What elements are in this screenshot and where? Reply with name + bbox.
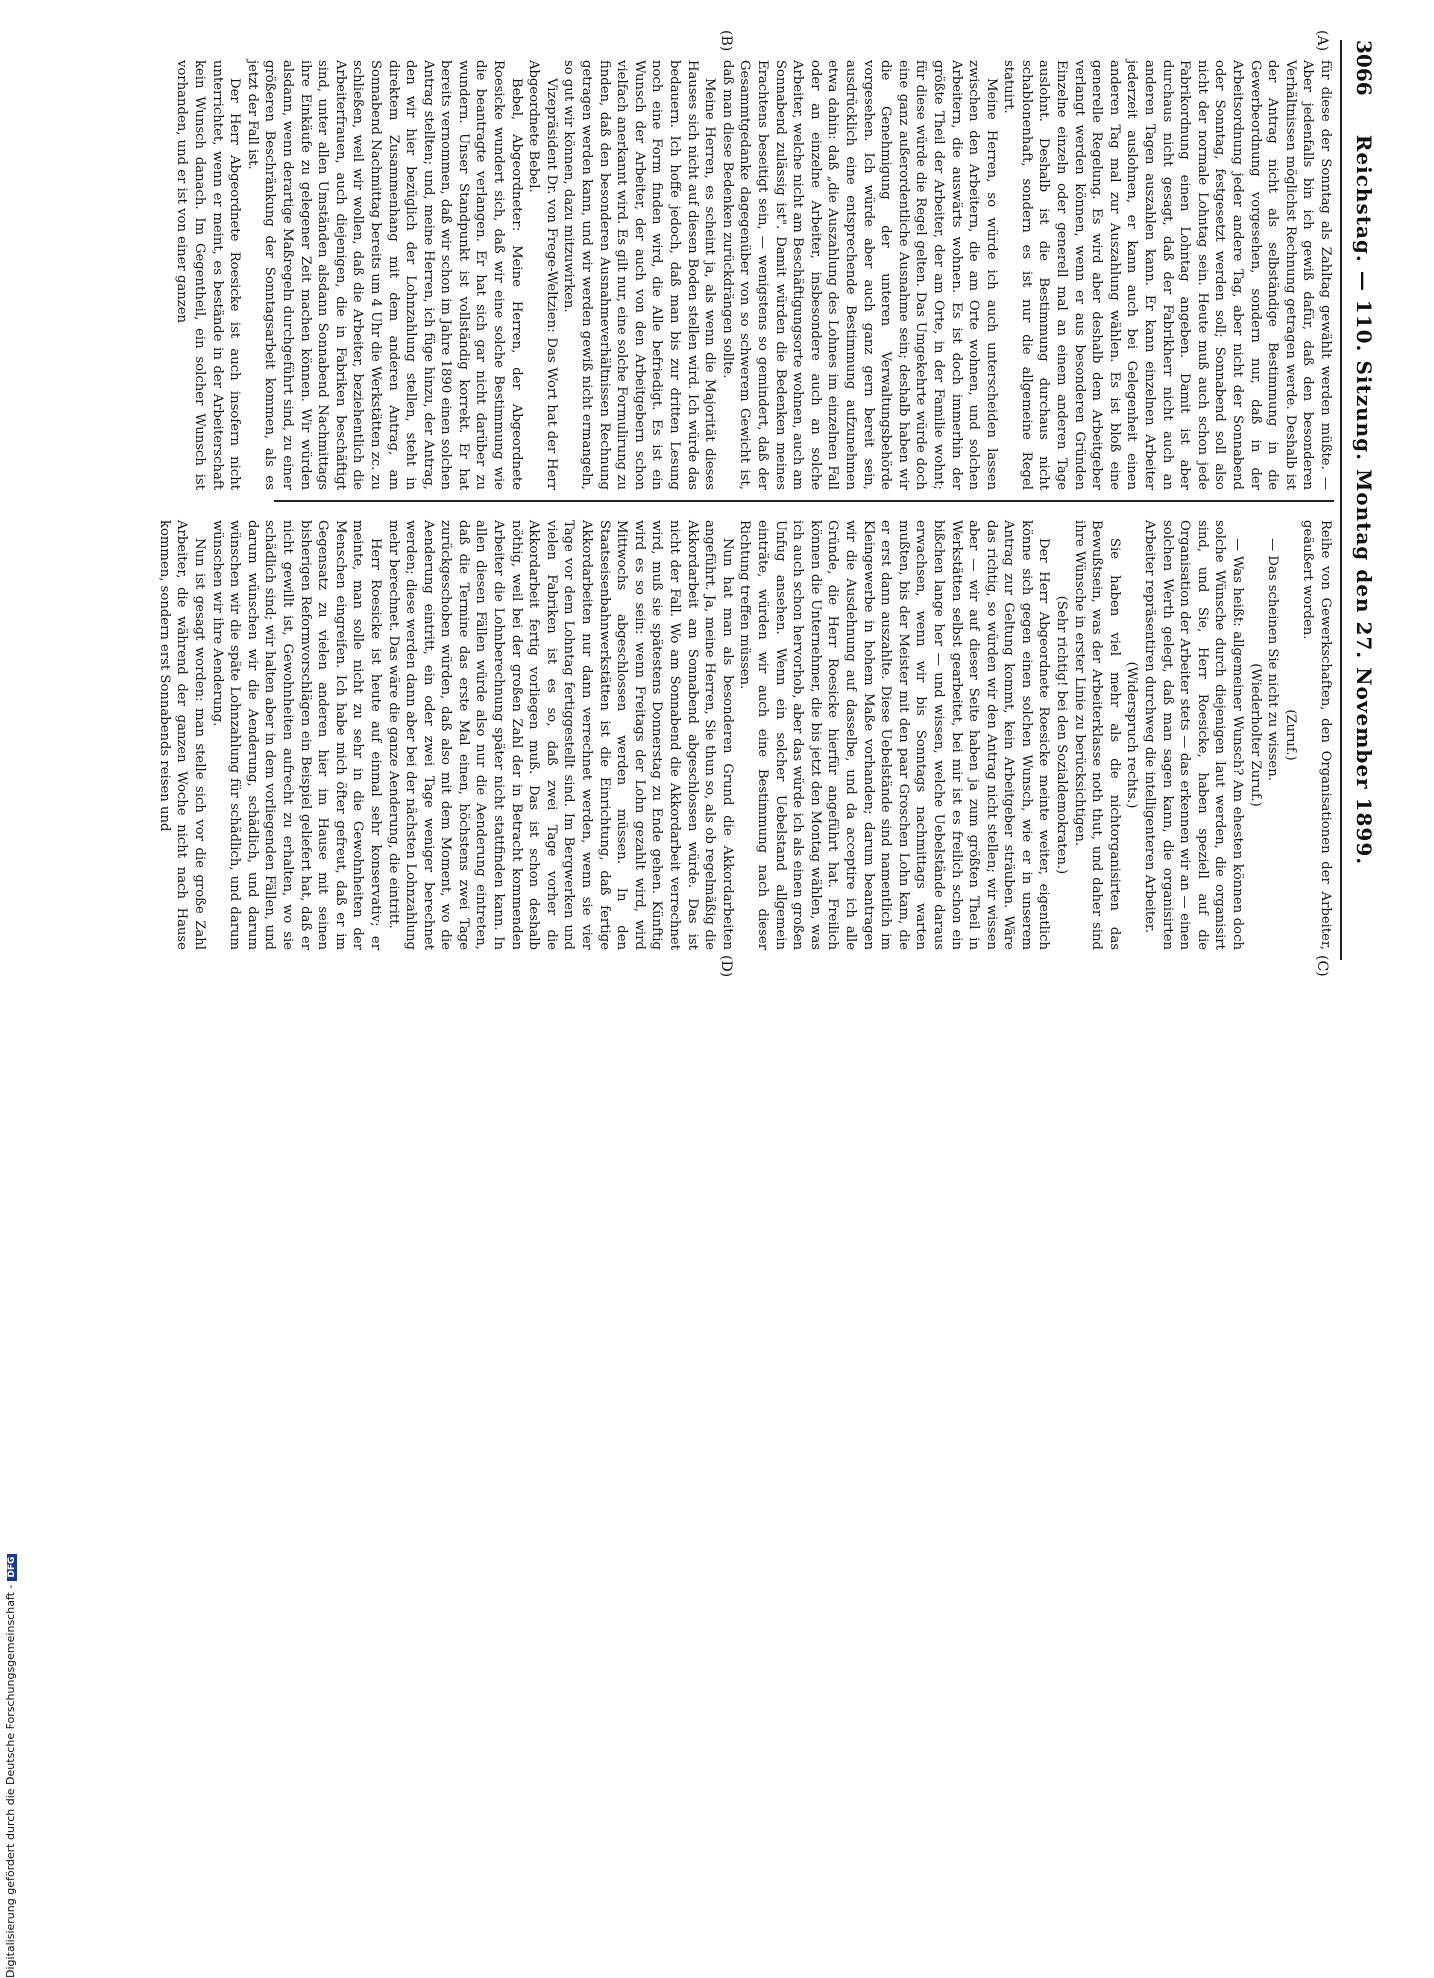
paragraph: — Das scheinen Sie nicht zu wissen. xyxy=(1265,538,1281,781)
dfg-logo-icon: DFG xyxy=(7,1554,17,1581)
interjection: (Wiederholter Zuruf.) xyxy=(1247,663,1263,807)
paragraph: Sie haben viel mehr als die nichtorganisirten das Bewußtsein, was der Arbeiterklasse noth thut, und daher sind ihre Wünsche in erster Linie zu berücksichtigen. xyxy=(1071,520,1122,950)
column-divider xyxy=(274,500,1334,502)
interjection: (Sehr richtig! bei den Sozialdemokraten.) xyxy=(1054,595,1070,875)
paragraph: Meine Herren, es scheint ja, als wenn die Majorität dieses Hauses sich nicht auf diesen Boden stellen wird. Ich würde das bedauern. Ich hoffe jedoch, daß man bis zur dritten Lesung noch eine Form finden wird, die Alle befriedigt. Es ist ein Wunsch der Arbeiter, der auch von den Arbeitgebern schon vielfach anerkannt wird. Es gilt nur, eine solche Formulirung zu finden, daß den besonderen Ausnahmeverhältnissen Rechnung getragen werden kann, und wir werden gewiß nicht ermangeln, so gut wir können, dazu mitzuwirken. xyxy=(561,60,718,490)
margin-marker-a: (A) xyxy=(1314,30,1330,52)
margin-marker-d: (D) xyxy=(718,955,734,978)
interjection: (Widerspruch rechts.) xyxy=(1124,661,1140,809)
paragraph: Der Herr Abgeordnete Roesicke meinte weiter, eigentlich könne sich gegen einen solchen Wunsch, wie er in unserem Antrag zur Geltung kommt, kein Arbeitgeber sträuben. Wäre das richtig, so würden wir den Antrag nicht stellen; wir wissen aber — wir auf dieser Seite haben ja zum größten Theil in Werkstätten selbst gearbeitet, bei mir ist es freilich schon ein bißchen lange her — und wissen, welche Uebelstände daraus erwachsen, wenn wir bis Sonntags nachmittags warten mußten, bis der Meister mit den paar Groschen Lohn kam, die er erst dann auszahlte. Diese Uebelstände sind namentlich im Kleingewerbe in hohem Maße vorhanden; darum beantragen wir die Ausdehnung auf dasselbe, und da acceptire ich alle Gründe, die Herr Roesicke hierfür angeführt hat. Freilich können die Unternehmer, die bis jetzt den Montag wählen, was ich auch schon hervorhob, aber das würde ich als einen großen Unfug ansehen. Wenn ein solcher Uebelstand allgemein einträte, würden wir auch eine Bestimmung nach dieser Richtung treffen müssen. xyxy=(737,520,1052,950)
funding-footer xyxy=(4,978,26,1978)
right-column xyxy=(156,520,1334,950)
paragraph: für diese der Sonntag als Zahltag gewählt werden müßte. — Aber jedenfalls bin ich gewiß dafür, daß den besonderen Verhältnissen möglichst Rechnung getragen werde. Deshalb ist der Antrag nicht als selbständige Bestimmung in die Gewerbeordnung vorgesehen, sondern nur, daß in der Arbeitsordnung jeder andere Tag, aber nicht der Sonnabend oder Sonntag, festgesetzt werden soll; Sonnabend soll also nicht der normale Lohntag sein. Heute muß auch schon jede Fabrikordnung einen Lohntag angeben. Damit ist aber durchaus nicht gesagt, daß der Fabrikherr nicht auch an anderen Tagen auszahlen kann. Er kann einzelnen Arbeiter jederzeit auslohnen, er kann auch bei Gelegenheit einen anderen Tag mal zur Auszahlung wählen. Es ist bloß eine generelle Regelung. Es wird aber deshalb dem Arbeitgeber verlangt werden können, wenn er aus besonderen Gründen Einzelne einzeln oder generell mal an einem anderen Tage auslohnt. Deshalb ist die Bestimmung durchaus nicht schablonenhaft, sondern es ist nur die allgemeine Regel statuirt. xyxy=(1001,60,1333,490)
paragraph: Der Herr Abgeordnete Roesicke ist auch insofern nicht unterrichtet, wenn er meint, es bestände in der Arbeiterschaft kein Wunsch danach. Im Gegentheil, ein solcher Wunsch ist vorhanden, und er ist von einer ganzen xyxy=(174,60,243,490)
paragraph: Bebel, Abgeordneter: Meine Herren, der Abgeordnete Roesicke wundert sich, daß wir eine solche Bestimmung wie die beantragte verlangen. Er hat sich gar nicht darüber zu wundern. Unser Standpunkt ist vollständig korrekt. Er hat bereits vernommen, daß wir schon im Jahre 1890 einen solchen Antrag stellten; und, meine Herren, ich füge hinzu, der Antrag, den wir hier bezüglich der Lohnzahlung stellen, steht in direktem Zusammenhang mit dem anderen Antrag, am Sonnabend Nachmittag bereits um 4 Uhr die Werkstätten zc. zu schließen, weil wir wollen, daß die Arbeiter, beziehentlich die Arbeiterfrauen, auch diejenigen, die in Fabriken beschäftigt sind, unter allen Umständen alsdann Sonnabend Nachmittags ihre Einkäufe zu gelegener Zeit machen können. Wir würden alsdann, wenn derartige Maßregeln durchgeführt sind, zu einer größeren Beschränkung der Sonntagsarbeit kommen, als es jetzt der Fall ist. xyxy=(244,60,524,490)
paragraph: Herr Roesicke ist heute auf einmal sehr konservativ; er meinte, man solle nicht zu sehr in die Gewohnheiten der Menschen eingreifen. Ich habe mich öfter gefreut, daß er im Gegensatz zu vielen anderen hier im Hause mit seinen bisherigen Reformvorschlägen ein Beispiel geliefert hat, daß er nicht gewillt ist, Gewohnheiten aufrecht zu erhalten, wo sie schädlich sind; wir halten aber in dem vorliegenden Fällen, und darum wünschen wir die Aenderung, schädlich, und darum wünschen wir die späte Lohnzahlung für schädlich, und darum wünschen wir ihre Aenderung. xyxy=(209,520,383,950)
left-column xyxy=(174,60,1334,490)
paragraph: Reihe von Gewerkschaften, den Organisationen der Arbeiter, geäußert worden. xyxy=(1300,520,1333,950)
paragraph: Vizepräsident Dr. von Frege-Weltzien: Das Wort hat der Herr Abgeordnete Bebel. xyxy=(526,60,559,490)
paragraph: Meine Herren, so würde ich auch unterscheiden lassen zwischen den Arbeitern, die am Orte wohnen, und solchen Arbeitern, die auswärts wohnen. Es ist doch immerhin der größte Theil der Arbeiter, der am Orte, in der Familie wohnt; für diese würde die Regel gelten. Das Umgekehrte würde doch eine ganz außerordentliche Ausnahme sein; deshalb haben wir die Genehmigung der unteren Verwaltungsbehörde vorgesehen. Ich würde aber auch ganz gern bereit sein, ausdrücklich eine entsprechende Bestimmung aufzunehmen etwa dahin: daß „die Auszahlung des Lohnes im einzelnen Fall oder an einzelne Arbeiter, insbesondere auch an solche Arbeiter, welche nicht am Beschäftigungsorte wohnen, auch am Sonnabend zulässig ist". Damit würden die Bedenken meines Erachtens beseitigt sein, — wenigstens so gemindert, daß der Gesammtgedanke dagegenüber von so schwerem Gewicht ist, daß man diese Bedenken zurückdrängen sollte. xyxy=(719,60,999,490)
margin-marker-c: (C) xyxy=(1314,955,1330,977)
page-number: 3066 xyxy=(1352,40,1376,96)
interjection: (Zuruf.) xyxy=(1282,709,1298,761)
page-header xyxy=(1340,40,1382,960)
paragraph: — Was heißt: allgemeiner Wunsch? Am ehesten können doch solche Wünsche durch diejenigen laut werden, die organisirt sind, und Sie, Herr Roesicke, haben speziell auf die Organisation der Arbeiter stets — das erkennen wir an — einen solchen Werth gelegt, daß man sagen kann, die organisirten Arbeiter repräsentiren durchweg die intelligenteren Arbeiter. xyxy=(1142,520,1246,950)
page-title: Reichstag. — 110. Sitzung. Montag den 27. November 1899. xyxy=(1352,134,1376,866)
margin-marker-b: (B) xyxy=(718,30,734,52)
paragraph: Nun hat man als besonderen Grund die Akkordarbeiten angeführt. Ja, meine Herren, Sie thun so, als ob regelmäßig die Akkordarbeit am Sonnabend abgeschlossen würde. Das ist nicht der Fall. Wo am Sonnabend die Akkordarbeit verrechnet wird, muß sie spätestens Donnerstag zu Ende gehen. Künftig wird es so sein: wenn Freitags der Lohn gezahlt wird, wird Mittwochs abgeschlossen werden müssen. In den Staatseisenbahnwerkstätten ist die Einrichtung, daß fertige Akkordarbeiten nur dann verrechnet werden, wenn sie vier Tage vor dem Lohntag fertiggestellt sind. Im Bergwerken und vielen Fabriken ist es so, daß zwei Tage vorher die Akkordarbeit fertig vorliegen muß. Das ist schon deshalb nöthig, weil bei der großen Zahl der in Betracht kommenden Arbeiter die Lohnberechnung später nicht stattfinden kann. In allen diesen Fällen würde also nur die Aenderung eintreten, daß die Termine das erste Mal einen, höchstens zwei Tage zurückgeschoben würden, daß also mit dem Moment, wo die Aenderung eintritt, ein oder zwei Tage weniger berechnet werden; diese werden dann aber bei der nächsten Lohnzahlung mehr berechnet. Das wäre die ganze Aenderung, die eintritt. xyxy=(385,520,735,950)
paragraph: Nun ist gesagt worden: man stelle sich vor die große Zahl Arbeiter, die während der ganzen Woche nicht nach Hause kommen, sondern erst Sonnabends reisen und xyxy=(156,520,207,950)
footer-text: Digitalisierung gefördert durch die Deutsche Forschungsgemeinschaft - xyxy=(4,1584,17,1978)
